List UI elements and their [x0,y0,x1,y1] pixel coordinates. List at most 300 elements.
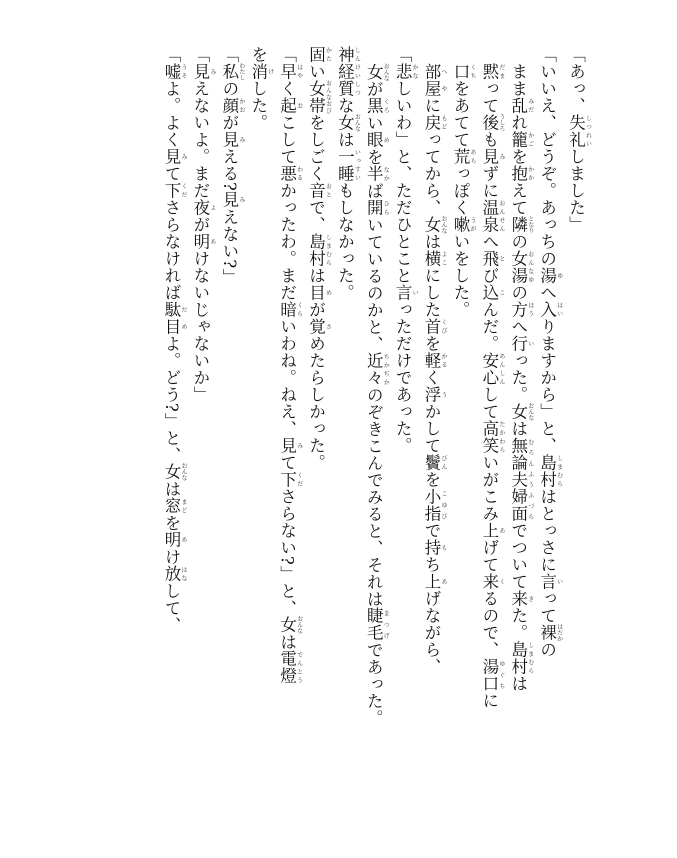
ruby-base: 夜 [190,199,210,216]
furigana: はや [295,63,303,80]
text-run: でついて [508,521,528,590]
ruby-base: 消 [248,63,268,80]
text-run: いているのかと、 [364,216,384,352]
ruby-word [537,623,563,642]
ruby-word [190,199,216,216]
text-run: かったわ。まだ [277,182,297,301]
furigana: はい [555,301,563,318]
ruby-base: 見 [190,63,210,80]
ruby-word [422,572,448,590]
ruby-word [422,453,448,471]
ruby-base: 裸 [537,623,557,642]
text-run: して [479,385,499,420]
ruby-word [335,148,361,182]
text-run: さらなければ [162,199,182,301]
ruby-word [364,97,390,114]
furigana: ほう [526,300,534,318]
ruby-base: 目 [306,284,326,301]
ruby-word [364,131,390,148]
furigana: くち [468,62,476,80]
text-column [158,46,187,766]
ruby-word [364,607,390,641]
text-run: にした [422,266,442,318]
ruby-word [479,283,505,301]
furigana: さ [324,318,332,335]
ruby-word [508,130,534,148]
ruby-base: 音 [306,182,326,199]
ruby-word [162,148,188,165]
ruby-base: 見 [219,191,239,209]
text-column [331,46,360,766]
text-run: は [422,232,442,250]
furigana: と [497,249,505,267]
ruby-base: 行 [508,334,528,352]
ruby-word [277,301,303,318]
furigana: わる [295,165,303,182]
text-run: 「あっ、 [566,46,586,114]
ruby-word [450,62,476,80]
text-run: い [306,63,326,80]
ruby-word [422,351,448,369]
text-run: く [277,80,297,97]
text-run: へ [508,317,528,335]
ruby-base: 下 [162,182,182,199]
ruby-word [190,233,216,250]
ruby-base: 湯口 [479,657,499,692]
text-run: へ [537,284,557,301]
ruby-base: 温泉 [479,198,499,233]
ruby-base: 覚 [306,318,326,335]
furigana: むろんふうふづら [526,436,534,522]
ruby-word [537,454,563,488]
text-run: な [335,97,355,114]
text-run: さらない?」と、 [277,488,297,617]
furigana: おんなおび [324,80,332,114]
ruby-base: 戻 [422,113,442,131]
text-column [389,46,418,766]
furigana: こ [497,283,505,301]
furigana: いっすい [353,148,361,182]
ruby-word [422,317,448,335]
text-column [244,46,273,766]
furigana: しまむら [324,233,332,267]
ruby-word [508,215,534,233]
text-run: した。 [248,80,268,131]
text-run: が [219,114,239,131]
ruby-base: 抱 [508,164,528,182]
ruby-base: 悲 [393,63,413,80]
text-run: はとっさに [537,488,557,573]
ruby-word [219,97,245,114]
furigana: も [440,538,448,556]
ruby-word [422,215,448,233]
ruby-word [306,284,332,301]
ruby-word [422,487,448,522]
ruby-base: 小指 [422,487,442,522]
text-run: い [364,114,384,131]
text-run: ち [422,555,442,573]
text-run: って [479,79,499,114]
furigana: い [526,334,534,352]
ruby-word [162,462,188,481]
furigana: くび [440,317,448,335]
ruby-word [335,113,361,132]
text-run: け [162,548,182,566]
ruby-word [479,249,505,267]
text-run: えない?」 [219,208,239,286]
ruby-word [162,301,188,335]
ruby-word [508,640,534,675]
ruby-base: 見 [219,131,239,148]
furigana: おんな [382,62,390,81]
text-column [447,46,476,766]
ruby-word [479,62,505,80]
ruby-base: 安心 [479,351,499,386]
ruby-word [479,521,505,539]
furigana: しまむら [555,454,563,488]
furigana: くろ [382,97,390,114]
text-run: って [537,590,557,624]
furigana: くら [295,301,303,318]
text-run: をあてて [450,79,470,148]
furigana: へや [440,62,448,97]
furigana: はだか [555,623,563,642]
text-run: 「 [190,46,210,63]
ruby-word [306,182,332,199]
ruby-base: 明 [162,531,182,549]
furigana: おんな [295,615,303,634]
ruby-base: 半 [364,165,384,182]
ruby-base: 私 [219,62,239,81]
furigana: かお [237,97,245,114]
furigana: ちかぢか [382,352,390,386]
text-column [504,46,533,766]
ruby-base: 顔 [219,97,239,114]
ruby-word [508,589,534,607]
ruby-base: 嗽 [450,215,470,233]
ruby-base: 高笑 [479,419,499,454]
ruby-word [277,63,303,80]
furigana: あ [440,572,448,590]
ruby-base: 島村 [537,454,557,488]
ruby-word [479,572,505,590]
ruby-base: 来 [479,572,499,590]
text-run: が [364,80,384,97]
furigana: おと [324,182,332,199]
text-run: ってから、 [422,130,442,216]
ruby-base: 言 [537,573,557,590]
text-run: は [162,480,182,498]
text-run: もしなかった。 [335,182,355,301]
ruby-base: 見 [277,437,297,454]
ruby-word [508,249,534,284]
ruby-base: 持 [422,538,442,556]
furigana: ゆぐち [497,657,505,692]
text-run: の [537,641,557,658]
furigana: わたし [237,62,245,81]
text-run: して、 [162,582,182,634]
text-column [418,46,447,766]
text-run: った。 [508,351,528,403]
text-run: 「 [393,46,413,63]
text-run: を [508,147,528,165]
ruby-word [422,62,448,97]
furigana: お [295,97,303,114]
furigana: み [180,148,188,165]
text-run: いわね。ねえ、 [277,318,297,437]
ruby-base: 上 [479,521,499,539]
ruby-word [422,385,448,403]
ruby-base: 込 [479,283,499,301]
ruby-word [537,573,563,590]
furigana: おんな [353,113,361,132]
furigana: め [382,131,390,148]
ruby-base: 下 [277,471,297,488]
ruby-base: 上 [422,572,442,590]
furigana: う [440,385,448,403]
ruby-word [219,62,245,81]
furigana: なか [382,165,390,182]
ruby-base: 隣 [508,215,528,233]
ruby-word [537,301,563,318]
text-run: が [190,216,210,233]
text-run: び [479,266,499,284]
ruby-word [306,318,332,335]
furigana: み [295,437,303,454]
ruby-base: 放 [162,565,182,583]
ruby-word [219,191,245,209]
ruby-word [479,657,505,692]
text-run: んだ。 [479,300,499,352]
ruby-word [422,113,448,131]
ruby-word [479,419,505,454]
ruby-base: 来 [508,589,528,607]
ruby-base: 籠 [508,130,528,148]
ruby-base: 女 [422,215,442,233]
text-run: は [306,267,326,284]
furigana: み [497,147,505,165]
text-run: は [508,419,528,437]
text-run: を [162,514,182,532]
ruby-base: 電燈 [277,650,297,685]
ruby-base: 女 [335,113,355,132]
furigana: かる [440,351,448,369]
furigana: となり [526,215,534,233]
furigana: き [526,589,534,607]
ruby-word [277,97,303,114]
ruby-base: 方 [508,300,528,318]
text-run: で [422,521,442,539]
ruby-word [393,284,419,301]
ruby-base: 首 [422,317,442,335]
ruby-base: 固 [306,46,326,63]
ruby-base: 女 [162,462,182,481]
text-run: のぞきこんでみると、それは [364,386,384,607]
ruby-word [162,531,188,549]
text-column [302,46,331,766]
text-run: た。 [508,606,528,641]
text-run: かして [422,402,442,454]
furigana: だめ [180,301,188,335]
text-run: げて [479,538,499,573]
text-run: ば [364,182,384,199]
text-run: えて [508,181,528,216]
ruby-word [162,497,188,515]
text-run: しいわ」と、ただひとこと [393,80,413,284]
vertical-text-body [71,46,591,766]
ruby-base: 横 [422,249,442,267]
furigana: びん [440,453,448,471]
text-run: く [422,368,442,386]
ruby-word [277,615,303,634]
ruby-base: 神経質 [335,46,355,97]
text-column [360,46,389,766]
ruby-base: 言 [393,284,413,301]
ruby-word [508,334,534,352]
text-run: しました」 [566,148,586,233]
text-run: っただけであった。 [393,301,413,454]
ruby-base: 見 [479,147,499,165]
ruby-word [364,165,390,182]
text-run: を [364,148,384,165]
text-run: える? [219,148,239,192]
furigana: たかわら [497,419,505,454]
text-column [562,46,591,766]
furigana: はな [180,565,188,583]
ruby-word [219,131,245,148]
furigana: よこ [440,249,448,267]
ruby-word [306,233,332,267]
furigana: うそ [180,63,188,80]
ruby-base: 無論夫婦面 [508,436,528,522]
text-run: に [479,691,499,709]
ruby-base: 悪 [277,165,297,182]
ruby-word [190,63,216,80]
text-run: を [248,46,268,63]
ruby-base: 黒 [364,97,384,114]
furigana: おんな [180,462,188,481]
furigana: あら [468,147,476,165]
ruby-word [566,114,592,148]
furigana: かか [526,164,534,182]
ruby-base: 駄目 [162,301,182,335]
furigana: しんけいしつ [353,46,361,97]
text-column [533,46,562,766]
furigana: あ [180,531,188,549]
ruby-base: 明 [190,233,210,250]
ruby-word [479,147,505,165]
text-run: て [162,165,182,182]
ruby-base: 見 [162,148,182,165]
ruby-base: 黙 [479,62,499,80]
text-run: 「 [277,46,297,63]
furigana: しつれい [584,114,592,148]
text-run: こして [277,114,297,165]
ruby-base: 乱 [508,96,528,114]
ruby-base: 鬢 [422,453,442,471]
ruby-word [277,165,303,182]
text-run: りますから」と、 [537,318,557,454]
text-run: て [277,454,297,471]
ruby-base: 近々 [364,352,384,386]
ruby-base: 女 [364,62,384,81]
ruby-word [422,249,448,267]
furigana: け [266,63,274,80]
text-column [215,46,244,766]
furigana: みだ [526,96,534,114]
text-run: であった。 [364,641,384,726]
text-run: は [508,674,528,692]
ruby-base: 女 [508,402,528,420]
text-run: 「いいえ、どうぞ。あっちの [537,46,557,267]
furigana: かご [526,130,534,148]
ruby-base: 睫毛 [364,607,384,641]
furigana: み [237,191,245,209]
text-run: をしごく [306,114,326,182]
ruby-word [277,437,303,454]
furigana: くだ [180,182,188,199]
ruby-word [393,63,419,80]
text-run: を [422,334,442,352]
furigana: ゆ [555,267,563,284]
ruby-base: 口 [450,62,470,80]
text-run: へ [479,232,499,250]
ruby-base: 飛 [479,249,499,267]
ruby-word [479,351,505,386]
furigana: まど [180,497,188,515]
ruby-base: 窓 [162,497,182,515]
ruby-word [277,650,303,685]
furigana: おんな [526,402,534,420]
text-run: の [508,232,528,250]
ruby-word [508,96,534,114]
text-run: も [479,130,499,148]
furigana: く [497,572,505,590]
text-run: は [277,633,297,651]
ruby-word [306,46,332,63]
text-run: れ [508,113,528,131]
text-run: いをした。 [450,232,470,318]
furigana: ひら [382,199,390,216]
ruby-word [364,199,390,216]
ruby-word [306,80,332,114]
ruby-word [162,182,188,199]
ruby-base: 女湯 [508,249,528,284]
furigana: だま [497,62,505,80]
furigana: み [237,131,245,148]
ruby-word [364,352,390,386]
furigana: あ [497,521,505,539]
ruby-word [508,164,534,182]
text-run: ずに [479,164,499,199]
ruby-word [162,63,188,80]
ruby-word [508,300,534,318]
ruby-base: 一睡 [335,148,355,182]
ruby-base: 部屋 [422,62,442,97]
furigana: い [555,573,563,590]
text-run: げながら、 [422,589,442,675]
ruby-base: 荒 [450,147,470,165]
ruby-word [508,402,534,420]
furigana: もど [440,113,448,131]
ruby-base: 湯 [537,267,557,284]
furigana: でんとう [295,650,303,685]
text-run: 「 [162,46,182,63]
text-run: を [422,470,442,488]
furigana: い [411,284,419,301]
furigana: め [324,284,332,301]
text-column [475,46,504,766]
